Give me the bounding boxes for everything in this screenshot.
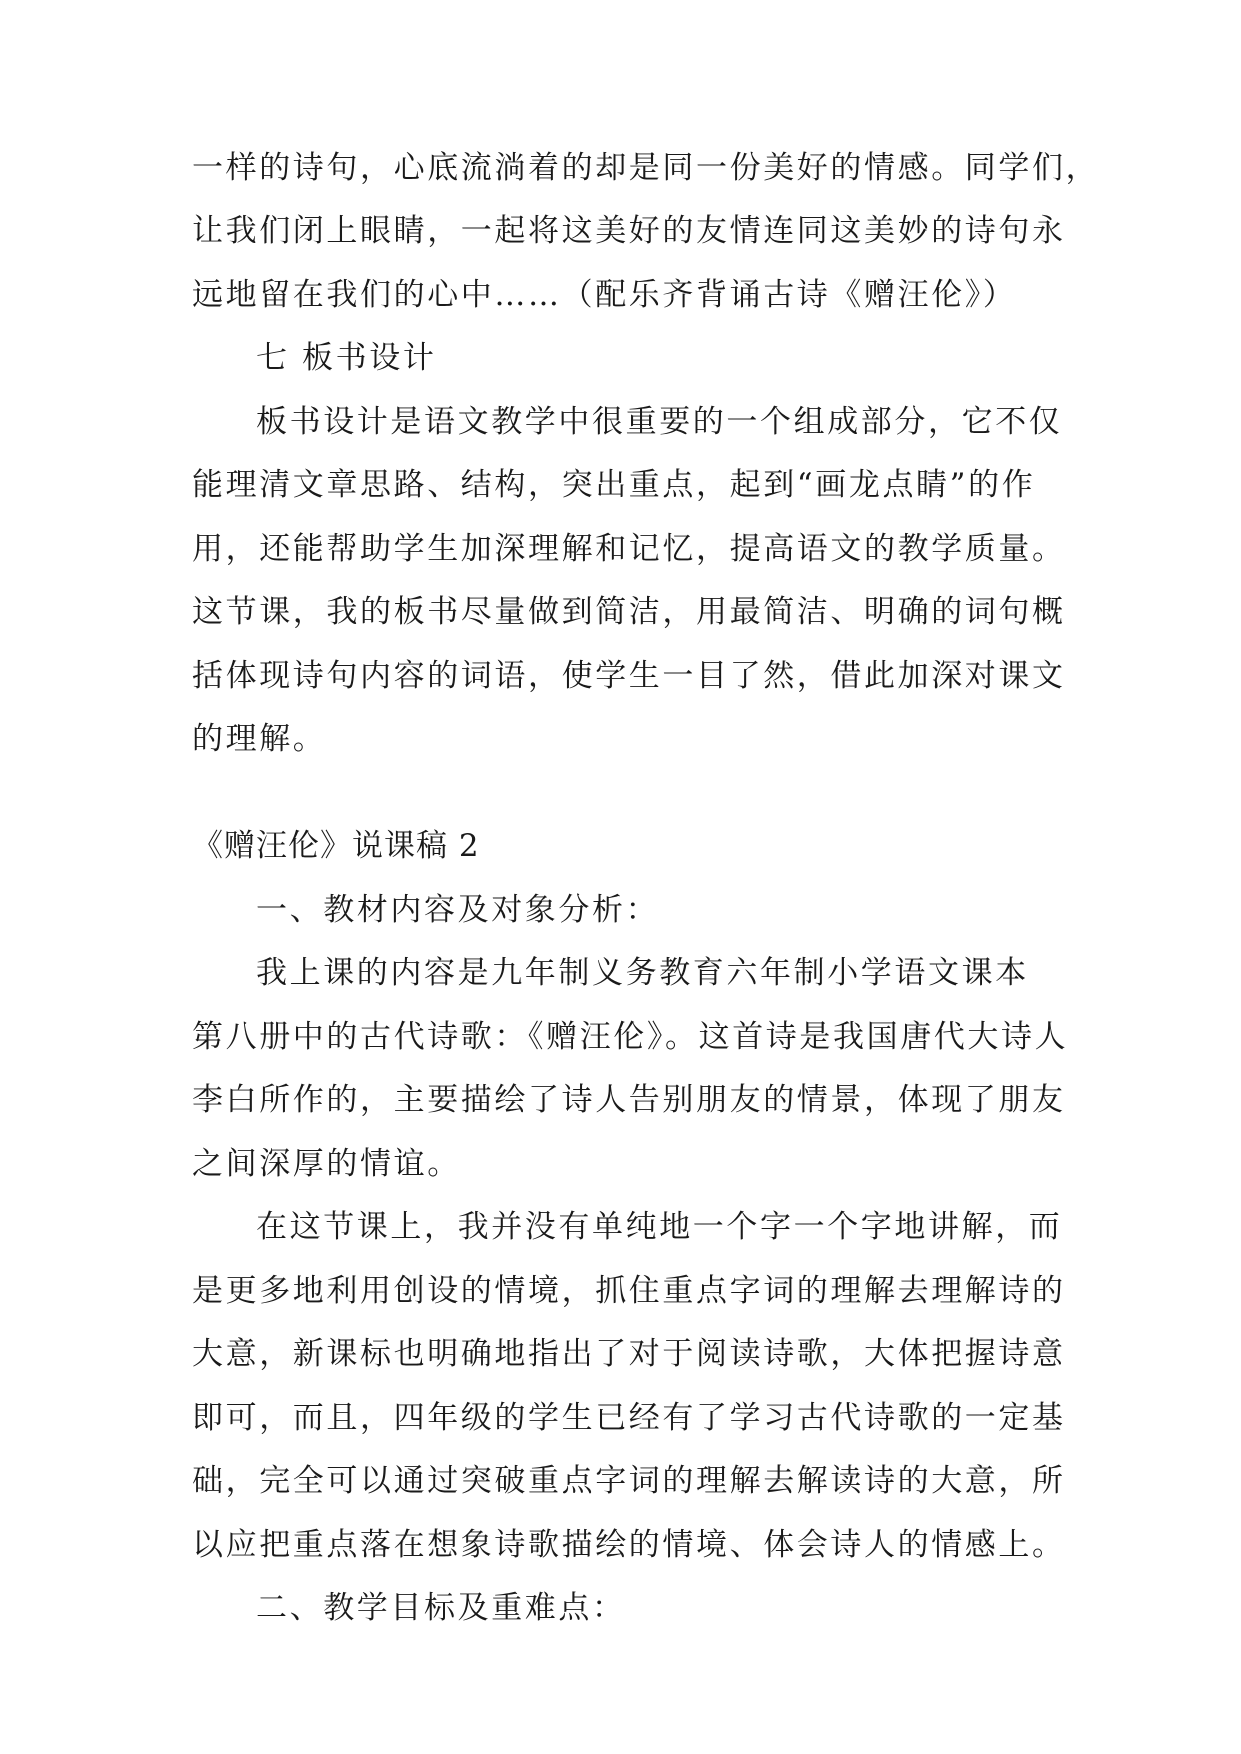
- paragraph-line: 用，还能帮助学生加深理解和记忆，提高语文的教学质量。: [192, 531, 1066, 567]
- paragraph-line: 之间深厚的情谊。: [192, 1146, 461, 1182]
- paragraph-line: 即可，而且，四年级的学生已经有了学习古代诗歌的一定基: [192, 1400, 1066, 1436]
- paragraph-line: 是更多地利用创设的情境，抓住重点字词的理解去理解诗的: [192, 1273, 1066, 1309]
- paragraph-line: 这节课，我的板书尽量做到简洁，用最简洁、明确的词句概: [192, 594, 1066, 630]
- paragraph-line: 板书设计是语文教学中很重要的一个组成部分，它不仅: [256, 404, 1063, 440]
- section-heading: 七 板书设计: [256, 340, 437, 376]
- document-title: 《赠汪伦》说课稿 2: [192, 828, 480, 864]
- paragraph-line: 大意，新课标也明确地指出了对于阅读诗歌，大体把握诗意: [192, 1336, 1066, 1372]
- paragraph-line: 础，完全可以通过突破重点字词的理解去解读诗的大意，所: [192, 1463, 1066, 1499]
- paragraph-line: 我上课的内容是九年制义务教育六年制小学语文课本: [256, 955, 1029, 991]
- paragraph-line: 以应把重点落在想象诗歌描绘的情境、体会诗人的情感上。: [192, 1527, 1066, 1563]
- paragraph-line: 让我们闭上眼睛，一起将这美好的友情连同这美妙的诗句永: [192, 213, 1066, 249]
- paragraph-line: 第八册中的古代诗歌：《赠汪伦》。这首诗是我国唐代大诗人: [192, 1019, 1069, 1055]
- paragraph-line: 在这节课上，我并没有单纯地一个字一个字地讲解，而: [256, 1209, 1063, 1245]
- paragraph-line: 能理清文章思路、结构，突出重点，起到“画龙点睛”的作: [192, 467, 1036, 503]
- paragraph-line: 的理解。: [192, 721, 327, 757]
- section-heading: 二、教学目标及重难点：: [256, 1590, 626, 1626]
- paragraph-line: 远地留在我们的心中……（配乐齐背诵古诗《赠汪伦》）: [192, 277, 1017, 313]
- paragraph-line: 一样的诗句，心底流淌着的却是同一份美好的情感。同学们，: [192, 150, 1100, 186]
- section-heading: 一、教材内容及对象分析：: [256, 892, 660, 928]
- paragraph-line: 括体现诗句内容的词语，使学生一目了然，借此加深对课文: [192, 658, 1066, 694]
- paragraph-line: 李白所作的，主要描绘了诗人告别朋友的情景，体现了朋友: [192, 1082, 1066, 1118]
